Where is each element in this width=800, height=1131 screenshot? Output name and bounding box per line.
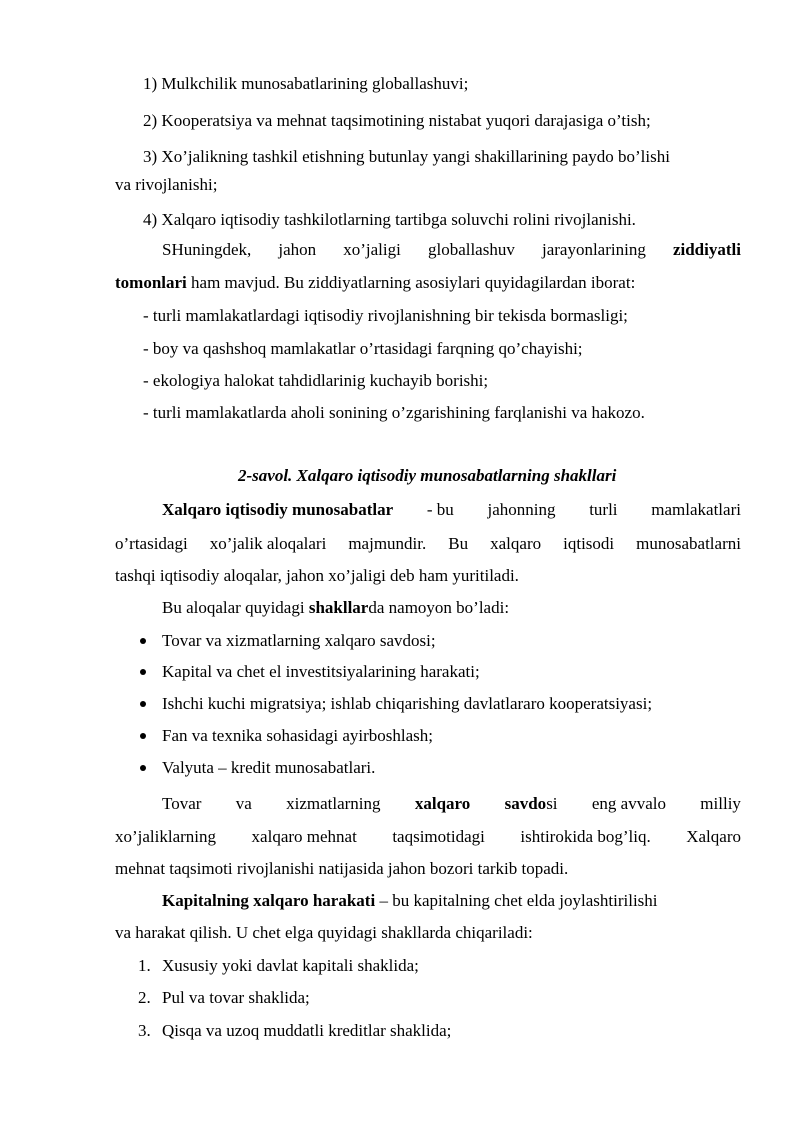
section-title: 2-savol. Xalqaro iqtisodiy munosabatlarning shakllari (238, 466, 617, 485)
numbered-item-3: Qisqa va uzoq muddatli kreditlar shaklida; (162, 1021, 452, 1040)
word: o’rtasidagi (115, 534, 188, 553)
para5-line1 (162, 891, 741, 911)
bold-term: shakllar (308, 598, 369, 617)
intro-item-3: 3) Xo’jalikning tashkil etishning butunlay yangi shakillarining paydo bo’lishi (143, 147, 670, 166)
text: Bu aloqalar quyidagi (162, 598, 309, 617)
bold-term: xalqaro (414, 794, 471, 813)
dash-item-4: - turli mamlakatlarda aholi sonining o’zgarishining farqlanishi va hakozo. (143, 403, 645, 422)
bullet-item-5: Valyuta – kredit munosabatlari. (162, 758, 376, 777)
bold-term: Xalqaro iqtisodiy munosabatlar (162, 500, 394, 519)
bold-term: tomonlari (115, 273, 187, 292)
bullet-icon (140, 638, 146, 644)
word (505, 794, 558, 814)
text: – bu kapitalning chet elda joylashtirilishi (375, 891, 658, 910)
word: xo’jaligi (343, 240, 401, 259)
para4-line3: mehnat taqsimoti rivojlanishi natijasida jahon bozori tarkib topadi. (115, 859, 569, 878)
intro-item-2: 2) Kooperatsiya va mehnat taqsimotining nistabat yuqori darajasiga o’tish; (143, 111, 651, 130)
intro-item-3-cont: va rivojlanishi; (115, 175, 218, 194)
para3 (162, 598, 800, 618)
dash-item-3: - ekologiya halokat tahdidlarinig kuchayib borishi; (143, 371, 489, 390)
bullet-icon (140, 733, 146, 739)
bullet-icon (140, 701, 146, 707)
word: jahonning (487, 500, 556, 519)
word: xo’jaliklarning (115, 827, 217, 846)
word: Bu (448, 534, 469, 553)
word: xalqaro (490, 534, 542, 553)
word: ishtirokida bog’liq. (520, 827, 651, 846)
word: munosabatlarni (636, 534, 741, 553)
text: si (546, 794, 558, 813)
list-number: 2. (138, 988, 151, 1007)
intro-item-1: 1) Mulkchilik munosabatlarining globallashuvi; (143, 74, 469, 93)
word: Xalqaro (686, 827, 741, 846)
para2-line1 (162, 500, 741, 520)
para1-line2 (115, 273, 800, 293)
text: da namoyon bo’ladi: (368, 598, 510, 617)
list-number: 1. (138, 956, 151, 975)
word: xizmatlarning (286, 794, 381, 813)
word: majmundir. (348, 534, 427, 553)
word: xo’jalik aloqalari (209, 534, 327, 553)
word: jahon (278, 240, 317, 259)
para2-line2 (115, 534, 741, 554)
dash-item-2: - boy va qashshoq mamlakatlar o’rtasidagi farqning qo’chayishi; (143, 339, 583, 358)
word: jarayonlarining (541, 240, 646, 259)
bullet-icon (140, 765, 146, 771)
para4-line2 (115, 827, 741, 847)
bullet-item-4: Fan va texnika sohasidagi ayirboshlash; (162, 726, 434, 745)
word: globallashuv (427, 240, 515, 259)
intro-item-4: 4) Xalqaro iqtisodiy tashkilotlarning tartibga soluvchi rolini rivojlanishi. (143, 210, 636, 229)
para1-line1 (162, 240, 741, 260)
dash-item-1: - turli mamlakatlardagi iqtisodiy rivojlanishning bir tekisda bormasligi; (143, 306, 628, 325)
word: xalqaro mehnat (251, 827, 357, 846)
bold-term: savdo (504, 794, 547, 813)
bullet-icon (140, 669, 146, 675)
numbered-item-2: Pul va tovar shaklida; (162, 988, 310, 1007)
word: milliy (700, 794, 741, 813)
para5-line2: va harakat qilish. U chet elga quyidagi shakllarda chiqariladi: (115, 923, 533, 942)
numbered-item-1: Xususiy yoki davlat kapitali shaklida; (162, 956, 419, 975)
word: Tovar (162, 794, 202, 813)
bullet-item-3: Ishchi kuchi migratsiya; ishlab chiqarishing davlatlararo kooperatsiyasi; (162, 694, 653, 713)
para2-line3: tashqi iqtisodiy aloqalar, jahon xo’jaligi deb ham yuritiladi. (115, 566, 519, 585)
bold-term: Kapitalning xalqaro harakati (162, 891, 376, 910)
bullet-item-1: Tovar va xizmatlarning xalqaro savdosi; (162, 631, 436, 650)
list-number: 3. (138, 1021, 151, 1040)
para4-line1 (162, 794, 741, 814)
bullet-item-2: Kapital va chet el investitsiyalarining harakati; (162, 662, 480, 681)
word: SHuningdek, (162, 240, 252, 259)
word: eng avvalo (591, 794, 666, 813)
word: - bu (426, 500, 454, 519)
text: ham mavjud. Bu ziddiyatlarning asosiylari quyidagilardan iborat: (186, 273, 636, 292)
word: turli (589, 500, 618, 519)
word: iqtisodi (563, 534, 615, 553)
word: mamlakatlari (651, 500, 741, 519)
bold-term: ziddiyatli (672, 240, 741, 259)
word: va (235, 794, 252, 813)
word: taqsimotidagi (392, 827, 485, 846)
